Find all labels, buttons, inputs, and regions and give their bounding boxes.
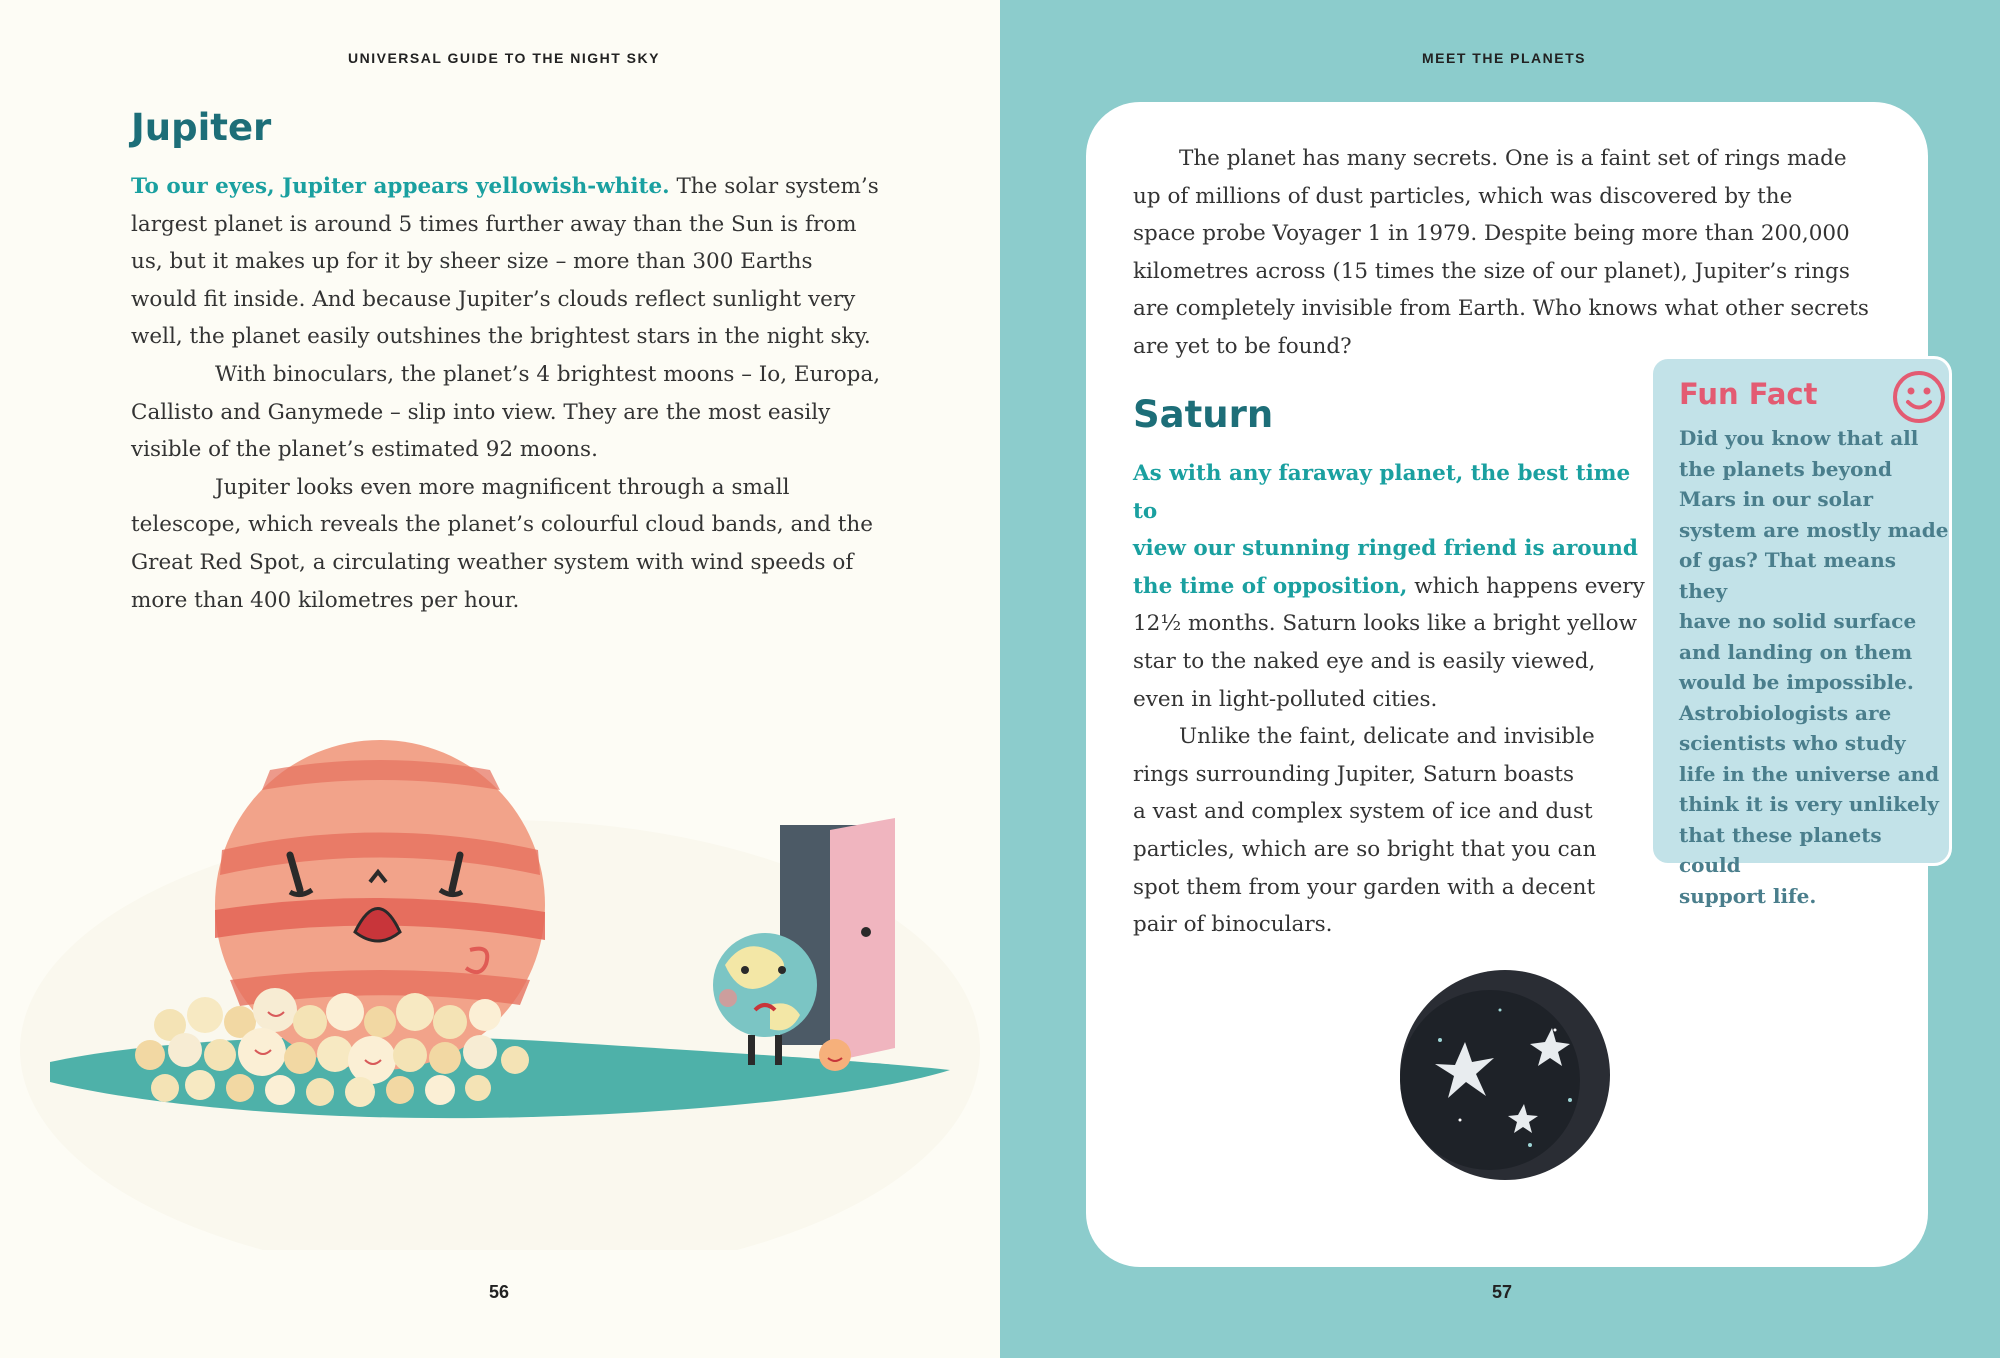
text-line: visible of the planet’s estimated 92 moons.: [131, 437, 598, 463]
fun-fact-line: system are mostly made: [1679, 517, 1949, 542]
text-line: would fit inside. And because Jupiter’s clouds reflect sunlight very: [131, 286, 856, 312]
text-line: Jupiter looks even more magnificent through a small: [215, 474, 790, 500]
text-line: are completely invisible from Earth. Who knows what other secrets: [1133, 296, 1869, 322]
text-line: up of millions of dust particles, which was discovered by the: [1133, 183, 1793, 209]
text-line: space probe Voyager 1 in 1979. Despite being more than 200,000: [1133, 221, 1850, 247]
fun-fact-line: have no solid surface: [1679, 609, 1917, 633]
running-head-left: UNIVERSAL GUIDE TO THE NIGHT SKY: [348, 50, 660, 66]
text-line: telescope, which reveals the planet’s colourful cloud bands, and the: [131, 512, 873, 538]
fun-fact-line: life in the universe and: [1679, 761, 1940, 786]
fun-fact-line: of gas? That means they: [1679, 548, 1897, 603]
text-line: largest planet is around 5 times further away than the Sun is from: [131, 211, 857, 237]
jupiter-body: [131, 168, 911, 619]
lead-sentence: As with any faraway planet, the best time to: [1133, 461, 1631, 524]
text-line: us, but it makes up for it by sheer size – more than 300 Earths: [131, 249, 813, 275]
fun-fact-line: the planets beyond: [1679, 456, 1892, 481]
fun-fact-line: Astrobiologists are: [1679, 700, 1892, 725]
jupiter-heading: Jupiter: [131, 106, 272, 149]
fun-fact-line: think it is very unlikely: [1679, 792, 1939, 816]
fun-fact-line: Mars in our solar: [1679, 487, 1874, 511]
text-line: Unlike the faint, delicate and invisible: [1179, 724, 1595, 750]
text-line: are yet to be found?: [1133, 333, 1352, 359]
smiley-icon: [1891, 369, 1947, 425]
page-number-left: 56: [489, 1282, 510, 1302]
line-text: which happens every: [1407, 573, 1645, 599]
text-line: kilometres across (15 times the size of our planet), Jupiter’s rings: [1133, 258, 1850, 284]
fun-fact-box: [1650, 356, 1952, 908]
text-line: particles, which are so bright that you can: [1133, 836, 1597, 862]
text-line: The planet has many secrets. One is a faint set of rings made: [1179, 146, 1847, 171]
text-line: [1133, 568, 1653, 606]
saturn-heading: Saturn: [1133, 393, 1274, 436]
jupiter-illustration: [0, 650, 1000, 1250]
running-head-right: MEET THE PLANETS: [1422, 50, 1587, 66]
lead-sentence: the time of opposition,: [1133, 573, 1408, 599]
fun-fact-line: would be impossible.: [1679, 670, 1914, 694]
text-line: pair of binoculars.: [1133, 912, 1333, 938]
text-line: Great Red Spot, a circulating weather system with wind speeds of: [131, 549, 854, 575]
text-line: well, the planet easily outshines the brightest stars in the night sky.: [131, 324, 871, 350]
fun-fact-line: Did you know that all: [1679, 426, 1919, 450]
text-line: even in light-polluted cities.: [1133, 686, 1438, 712]
page-number-right: 57: [1492, 1282, 1513, 1302]
lead-sentence: To our eyes, Jupiter appears yellowish-white.: [131, 174, 670, 199]
fun-fact-line: that these planets could: [1679, 822, 1882, 877]
fun-fact-line: scientists who study: [1679, 731, 1906, 755]
saturn-intro: [1133, 140, 1913, 366]
text-line: [1133, 455, 1653, 530]
text-line: star to the naked eye and is easily viewed,: [1133, 648, 1596, 674]
fun-fact-text: [1679, 423, 1949, 911]
text-line: a vast and complex system of ice and dust: [1133, 799, 1593, 825]
star-cluster-illustration: [1380, 950, 1630, 1200]
fun-fact-title: Fun Fact: [1679, 377, 1818, 411]
lead-sentence: view our stunning ringed friend is around: [1133, 536, 1638, 562]
text-line: 12½ months. Saturn looks like a bright yellow: [1133, 611, 1638, 637]
small-moon-icon: [819, 1039, 851, 1071]
fun-fact-line: and landing on them: [1679, 639, 1913, 664]
saturn-body: [1133, 455, 1653, 944]
text-line: [131, 168, 911, 206]
text-line: With binoculars, the planet’s 4 brightest moons – Io, Europa,: [215, 361, 881, 387]
text-line: more than 400 kilometres per hour.: [131, 587, 520, 613]
fun-fact-line: support life.: [1679, 883, 1817, 908]
line-text: The solar system’s: [669, 174, 879, 199]
text-line: spot them from your garden with a decent: [1133, 874, 1596, 900]
text-line: rings surrounding Jupiter, Saturn boasts: [1133, 761, 1575, 787]
text-line: Callisto and Ganymede – slip into view. They are the most easily: [131, 399, 831, 425]
text-line: [1133, 530, 1653, 568]
